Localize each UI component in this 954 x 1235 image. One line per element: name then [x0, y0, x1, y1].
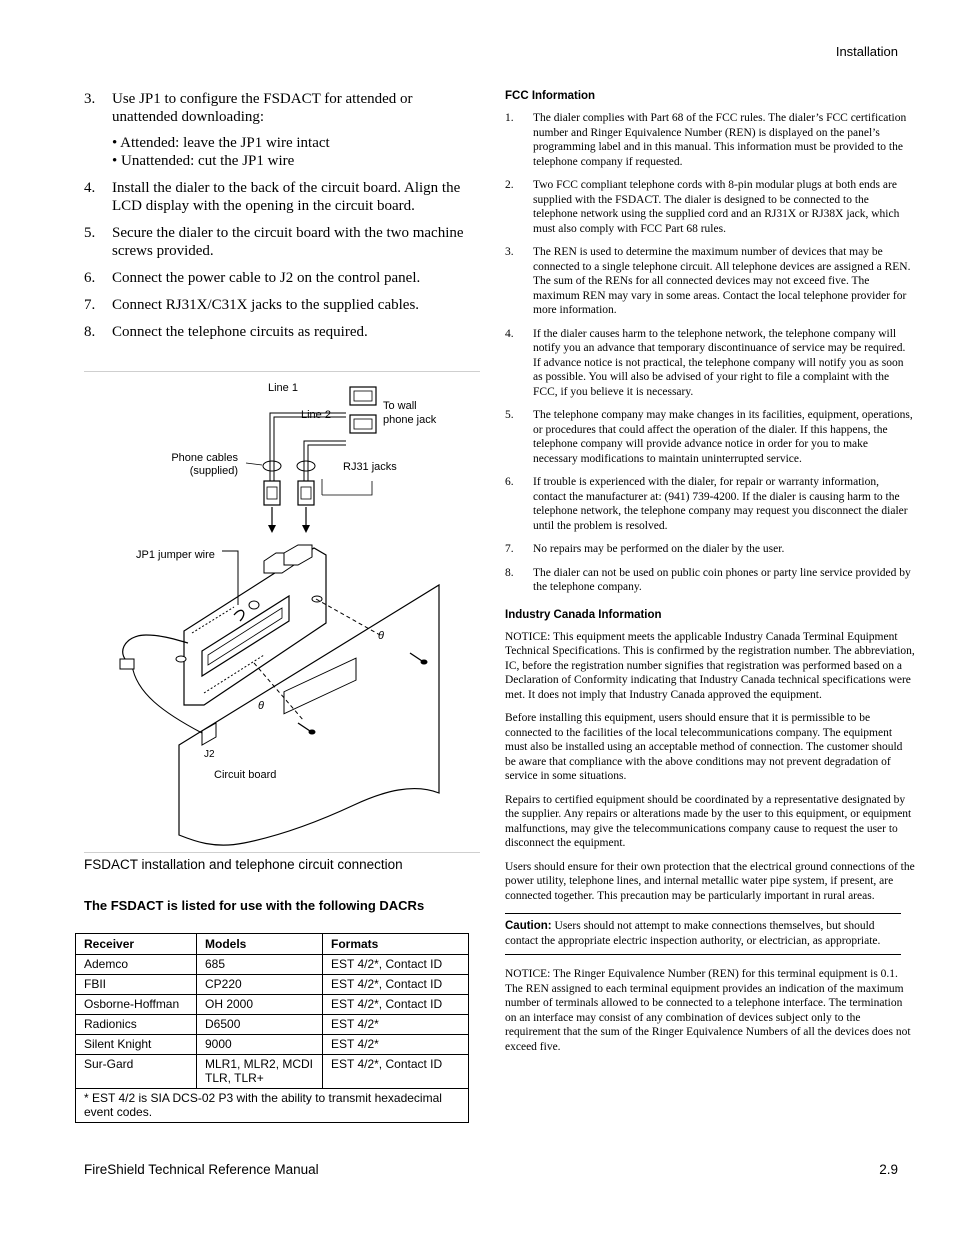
step-item: [84, 296, 480, 314]
step-text: Install the dialer to the back of the circuit board. Align the LCD display with the opening in the circuit board.: [112, 180, 461, 214]
step-item: [84, 323, 480, 341]
item-text: If the dialer causes harm to the telephone network, the telephone company will notify you an advance that temporary discontinuance of service may be required. If advance notice is not practical, the telephone company will notify you as soon as possible. You will also be advised of your right to file a complaint with the FCC, if you believe it is necessary.: [533, 327, 906, 398]
item-number: 7.: [505, 543, 514, 555]
list-item: [505, 475, 915, 533]
item-text: No repairs may be performed on the dialer by the user.: [533, 543, 785, 555]
step-text: Connect the power cable to J2 on the control panel.: [112, 270, 421, 286]
table-row: [76, 1055, 469, 1089]
table-cell: EST 4/2*: [323, 1015, 469, 1035]
item-text: The REN is used to determine the maximum number of devices that may be connected to a single telephone circuit. All telephone devices are assigned a REN. The sum of the RENs for all connected devices may not exceed five. The maximum REN may vary in some areas. Contact the local telephone provider for more information.: [533, 246, 911, 316]
item-text: If trouble is experienced with the dialer, for repair or warranty information, contact the manufacturer at: (941) 739-4200. If the dialer is causing harm to the telephone network, the telephone company may request you disconnect the dialer until the problem is resolved.: [533, 476, 908, 532]
industry-canada-heading: Industry Canada Information: [505, 608, 662, 621]
footer-page-number: 2.9: [879, 1162, 898, 1177]
step-item: [84, 269, 480, 287]
table-cell: EST 4/2*, Contact ID: [323, 975, 469, 995]
list-item: [505, 111, 915, 169]
column-header: Models: [197, 934, 323, 955]
step-sub-options: [112, 134, 480, 170]
item-text: The telephone company may make changes in its facilities, equipment, operations, or procedures that could affect the operation of the dialer. If this happens, the telephone company will provide advance notice in order for you to make necessary modifications to maintain uninterrupted service.: [533, 409, 913, 465]
table-cell: Radionics: [76, 1015, 197, 1035]
ic-paragraph: Before installing this equipment, users should ensure that it is permissible to be connected to the facilities of the local telecommunications company. The equipment must also be installed using an acceptable method of connection. The customer should be aware that compliance with the above conditions may not prevent degradation of service in some situations.: [505, 712, 903, 782]
table-header-row: [76, 934, 469, 955]
step-text: Connect the telephone circuits as required.: [112, 324, 368, 340]
rj31-plug-icon: [264, 481, 280, 505]
table-cell: EST 4/2*, Contact ID: [323, 1055, 469, 1089]
table-cell: Silent Knight: [76, 1035, 197, 1055]
list-item: [505, 178, 915, 236]
wall-jack-icon: [350, 387, 376, 405]
label-line1: Line 1: [268, 382, 298, 394]
caution-box: [505, 913, 901, 955]
wall-jack-icon: [350, 415, 376, 433]
ic-paragraph: NOTICE: This equipment meets the applicable Industry Canada Terminal Equipment Technical Specifications. This is confirmed by the registration number. The abbreviation, IC, before the registration number signifies that registration was performed based on a Declaration of Conformity indicating that Industry Canada technical specifications were met. It does not imply that Industry Canada approved the equipment.: [505, 630, 915, 701]
table-cell: 9000: [197, 1035, 323, 1055]
installation-steps-column: [84, 90, 480, 350]
rj31-plug-icon: [298, 481, 314, 505]
fcc-list: [505, 111, 915, 595]
step-sub-option: • Unattended: cut the JP1 wire: [112, 153, 295, 169]
table-cell: Ademco: [76, 955, 197, 975]
label-phone-cables-2: (supplied): [189, 465, 238, 477]
list-item: [505, 542, 915, 557]
figure-top-rule: [84, 371, 480, 372]
item-text: The dialer complies with Part 68 of the FCC rules. The dialer’s FCC certification number and Ringer Equivalence Number (REN) is displayed on the panel’s programming label and in this manual. This information must be provided to the telephone company if requested.: [533, 112, 907, 168]
table-cell: EST 4/2*, Contact ID: [323, 995, 469, 1015]
step-number: 4.: [84, 180, 96, 196]
table-cell: D6500: [197, 1015, 323, 1035]
step-number: 6.: [84, 270, 96, 286]
item-number: 1.: [505, 112, 514, 124]
ic-paragraph: Repairs to certified equipment should be coordinated by a representative designated by the supplier. Any repairs or alterations made by the user to this equipment, or equipment malfunctions, may give the telecommunications company cause to request the user to disconnect the equipment.: [505, 793, 912, 849]
table-cell: 685: [197, 955, 323, 975]
item-number: 2.: [505, 179, 514, 191]
table-row: [76, 975, 469, 995]
step-number: 7.: [84, 297, 96, 313]
label-to-wall-1: To wall: [383, 400, 417, 412]
column-header: Receiver: [76, 934, 197, 955]
label-line2: Line 2: [301, 409, 331, 421]
item-text: Two FCC compliant telephone cords with 8-pin modular plugs at both ends are supplied with the FSDACT. The dialer is designed to be connected to the telephone network using the supplied cord and an RJ31X or RJ38X jack, which must also comply with FCC Part 68 rules.: [533, 179, 900, 235]
caution-text: Users should not attempt to make connections themselves, but should contact the appropriate electric inspection authority, or electrician, as appropriate.: [505, 920, 881, 947]
table-note-row: [76, 1089, 469, 1123]
step-text: Secure the dialer to the circuit board with the two machine screws provided.: [112, 225, 464, 259]
step-number: 5.: [84, 225, 96, 241]
table-cell: Sur-Gard: [76, 1055, 197, 1089]
table-row: [76, 955, 469, 975]
svg-text:θ: θ: [258, 700, 264, 712]
ic-paragraph: Users should ensure for their own protection that the electrical ground connections of the power utility, telephone lines, and internal metallic water pipe system, if present, are connected together. This precaution may be particularly important in rural areas.: [505, 860, 915, 902]
item-text: The dialer can not be used on public coin phones or party line service provided by the telephone company.: [533, 566, 911, 593]
installation-steps: [84, 90, 480, 341]
dacr-table-title: The FSDACT is listed for use with the following DACRs: [84, 898, 425, 913]
list-item: [505, 566, 915, 595]
svg-text:θ: θ: [378, 630, 384, 642]
label-phone-cables-1: Phone cables: [171, 452, 238, 464]
installation-diagram: [84, 373, 480, 851]
label-circuit-board: Circuit board: [214, 769, 277, 781]
step-item: [84, 179, 480, 215]
list-item: [505, 245, 915, 318]
table-cell: CP220: [197, 975, 323, 995]
ren-notice: NOTICE: The Ringer Equivalence Number (REN) for this terminal equipment is 0.1. The REN assigned to each terminal equipment provides an indication of the maximum number of terminals allowed to be connected to a telephone interface. The termination on an interface may consist of any combination of devices subject only to the requirement that the sum of the Ringer Equivalence Numbers of all the devices does not exceed five.: [505, 968, 911, 1053]
table-cell: EST 4/2*, Contact ID: [323, 955, 469, 975]
item-number: 5.: [505, 409, 514, 421]
caution-label: Caution:: [505, 920, 552, 932]
dacr-table: [75, 933, 469, 1123]
step-number: 8.: [84, 324, 96, 340]
footer-manual-title: FireShield Technical Reference Manual: [84, 1162, 319, 1177]
figure-caption: FSDACT installation and telephone circuit connection: [84, 857, 403, 872]
list-item: [505, 327, 915, 400]
step-sub-option: • Attended: leave the JP1 wire intact: [112, 135, 330, 151]
regulatory-column: [505, 90, 915, 1063]
fcc-heading: FCC Information: [505, 90, 596, 102]
step-text: Use JP1 to configure the FSDACT for attended or unattended downloading:: [112, 91, 413, 125]
label-jp1: JP1 jumper wire: [136, 549, 215, 561]
figure-bottom-rule: [84, 852, 480, 853]
table-footnote: * EST 4/2 is SIA DCS-02 P3 with the ability to transmit hexadecimal event codes.: [76, 1089, 469, 1123]
label-to-wall-2: phone jack: [383, 414, 437, 426]
table-row: [76, 1015, 469, 1035]
item-number: 6.: [505, 476, 514, 488]
table-cell: EST 4/2*: [323, 1035, 469, 1055]
list-item: [505, 408, 915, 466]
column-header: Formats: [323, 934, 469, 955]
running-header: Installation: [835, 44, 898, 59]
step-item: [84, 224, 480, 260]
label-rj31: RJ31 jacks: [343, 461, 397, 473]
step-item: [84, 90, 480, 170]
step-number: 3.: [84, 91, 96, 107]
table-cell: FBII: [76, 975, 197, 995]
item-number: 3.: [505, 246, 514, 258]
step-text: Connect RJ31X/C31X jacks to the supplied cables.: [112, 297, 420, 313]
table-cell: MLR1, MLR2, MCDI TLR, TLR+: [197, 1055, 323, 1089]
table-row: [76, 995, 469, 1015]
table-cell: OH 2000: [197, 995, 323, 1015]
table-cell: Osborne-Hoffman: [76, 995, 197, 1015]
item-number: 4.: [505, 327, 514, 340]
label-j2: J2: [204, 749, 215, 760]
table-row: [76, 1035, 469, 1055]
item-number: 8.: [505, 566, 514, 579]
